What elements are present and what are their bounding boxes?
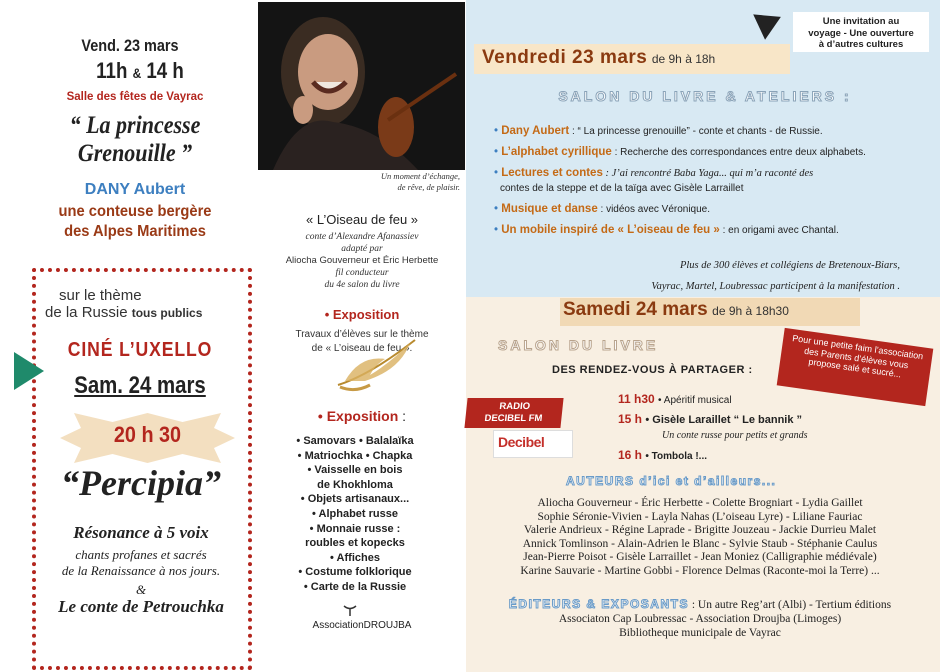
friday-hours: de 9h à 18h — [651, 52, 716, 66]
artist-desc — [25, 202, 246, 242]
decibel-logo — [493, 430, 573, 458]
expo2-item: • Matriochka • Chapka — [297, 449, 413, 462]
expo2-item: • Affiches — [330, 551, 380, 564]
expo1-line: Travaux d’élèves sur le thème — [295, 329, 429, 340]
radio-line-1: RADIO — [498, 401, 531, 412]
invitation-box — [793, 12, 929, 52]
salon2-title: SALON DU LIVRE — [498, 337, 659, 353]
association — [262, 620, 462, 631]
invitation-line: voyage - Une ouverture — [808, 27, 914, 39]
expo2-colon: : — [402, 408, 407, 424]
concert-desc-1: chants profanes et sacrés — [75, 547, 207, 562]
firebird-line: adapté par — [341, 244, 383, 254]
invitation-line: à d’autres cultures — [818, 39, 904, 50]
authors-title: AUTEURS d’ici et d’ailleurs... — [566, 474, 777, 488]
artist-name: DANY Aubert — [84, 181, 186, 198]
hours-1: 11h — [96, 58, 128, 83]
students-line: Vayrac, Martel, Loubressac participent à la manifestation . — [651, 281, 900, 292]
expo2-item: • Vaisselle en bois — [307, 464, 403, 477]
droujba-logo-icon — [343, 603, 357, 617]
firebird-title: « L’Oiseau de feu » — [305, 212, 419, 227]
expo2-list — [265, 434, 445, 595]
friday-item-text: contes de la steppe et de la taïga avec Gisèle Larraillet — [500, 183, 744, 194]
hours-line — [55, 58, 225, 84]
radio-line-2: DECIBEL FM — [483, 413, 543, 424]
caption-1: Un moment d’échange, — [380, 171, 460, 181]
tale-title: Le conte de Petrouchka — [58, 597, 224, 616]
storyteller-photo — [258, 2, 465, 170]
friday-item-text: : J’ai rencontré Baba Yaga... qui m’a raconté des — [602, 168, 814, 179]
publishers-heading — [480, 597, 920, 613]
invitation-line: Une invitation au — [822, 16, 900, 27]
friday-item-text: : Recherche des correspondances entre deux alphabets. — [611, 147, 866, 158]
schedule-event: • Apéritif musical — [658, 395, 732, 406]
concert-amp: & — [135, 582, 147, 597]
show-title-2: Grenouille ” — [77, 140, 193, 167]
publishers-title: ÉDITEURS & EXPOSANTS — [508, 597, 689, 611]
friday-item-label: Dany Aubert — [501, 125, 570, 137]
schedule-event: • Tombola !... — [645, 451, 708, 462]
rdv-title: DES RENDEZ-VOUS À PARTAGER : — [552, 364, 753, 376]
publishers-line: : Un autre Reg’art (Albi) - Tertium éditions — [688, 599, 892, 611]
authors-list — [490, 497, 910, 579]
artist-desc-1: une conteuse bergère — [58, 203, 212, 220]
association-2: DROUJBA — [363, 620, 412, 631]
date-line: Vend. 23 mars — [81, 36, 179, 55]
friday-item-label: Un mobile inspiré de « L’oiseau de feu » — [501, 224, 720, 236]
publishers-line: Associaton Cap Loubressac - Association Droujba (Limoges) — [558, 613, 842, 625]
caption-2: de rêve, de plaisir. — [397, 182, 460, 192]
schedule — [618, 390, 898, 466]
friday-item-text: : vidéos avec Véronique. — [597, 204, 711, 215]
venue: Salle des fêtes de Vayrac — [66, 91, 204, 103]
association-1: Association — [312, 620, 364, 631]
friday-list: • Dany Aubert : “ La princesse grenouille” - conte et chants - de Russie. • L’alphabet cyrillique : Recherche des correspondances entre deux alphabets. • Lectures et contes : J’ai rencontré Baba Yaga... qui m’a raconté des contes de la steppe et de la taïga avec Gisèle Larraillet • Musique et danse : vidéos avec Véronique. • Un mobile inspiré de « L’oiseau de feu » : en origami avec Chantal. — [494, 124, 934, 238]
cinema-date: Sam. 24 mars — [74, 372, 206, 399]
saturday-title: Samedi 24 mars — [563, 299, 708, 320]
schedule-time: 16 h — [618, 448, 643, 462]
friday-item-label: Musique et danse — [501, 203, 598, 215]
expo2-item: • Carte de la Russie — [303, 580, 407, 593]
cinema-name: CINÉ L’UXELLO — [67, 339, 213, 361]
expo2-item: de Khokhloma — [317, 478, 393, 491]
publishers-more — [480, 613, 920, 640]
feather-icon — [330, 335, 420, 395]
food-badge: Pour une petite faim l’association des Parents d’élèves vous propose salé et sucré... — [777, 328, 934, 406]
author-line: Jean-Pierre Poisot - Gisèle Larraillet - Jean Moniez (Calligraphie médiévale) — [523, 551, 877, 564]
theme-1: sur le thème — [59, 287, 142, 304]
author-line: Valerie Andrieux - Régine Laprade - Brigitte Jouzeau - Jackie Durrieu Malet — [523, 524, 877, 537]
saturday-heading — [563, 299, 893, 321]
radio-banner — [464, 398, 563, 428]
concert-title: “Percipia” — [61, 463, 221, 503]
firebird-line: conte d’Alexandre Afanassiev — [305, 232, 419, 242]
schedule-event: Un conte russe pour petits et grands — [662, 430, 808, 441]
saturday-hours: de 9h à 18h30 — [712, 304, 789, 318]
author-line: Annick Tomlinson - Alain-Adrien le Blanc - Sylvie Staub - Stéphanie Caulus — [522, 537, 878, 550]
expo2-title-text: Exposition — [326, 408, 399, 424]
firebird-line: du 4e salon du livre — [324, 280, 400, 290]
expo2-item: • Costume folklorique — [298, 566, 412, 579]
theme-block — [45, 287, 245, 322]
firebird-line: Aliocha Gouverneur et Éric Herbette — [285, 255, 439, 266]
cinema-time: 20 h 30 — [113, 422, 182, 447]
hours-2: 14 h — [146, 58, 184, 83]
photo-caption — [300, 171, 460, 193]
friday-heading — [482, 47, 792, 69]
friday-item-label: L’alphabet cyrillique — [501, 146, 612, 158]
expo1-line: de « L’oiseau de feu ». — [311, 343, 413, 354]
expo1-title-text: Exposition — [332, 307, 400, 322]
salon-title: SALON DU LIVRE & ATELIERS : — [558, 88, 852, 104]
schedule-time: 15 h — [618, 412, 643, 426]
firebird-credits — [262, 231, 462, 291]
decibel-logo-text: Decibel — [498, 434, 545, 450]
expo1-title: • Exposition — [324, 307, 400, 322]
author-line: Sophie Séronie-Vivien - Layla Nahas (L’oiseau Lyre) - Liliane Fauriac — [537, 510, 863, 523]
schedule-time: 11 h30 — [618, 392, 655, 406]
hours-amp: & — [132, 65, 142, 81]
expo2-title: • Exposition : — [317, 408, 407, 424]
friday-title: Vendredi 23 mars — [482, 47, 648, 68]
theme-3: tous publics — [131, 306, 203, 320]
left-column — [0, 0, 258, 672]
firebird-line: fil conducteur — [335, 268, 389, 278]
expo2-item: • Alphabet russe — [312, 507, 398, 520]
author-line: Karine Sauvarie - Martine Gobbi - Florence Delmas (Raconte-moi la Terre) ... — [520, 564, 880, 577]
students-line: Plus de 300 élèves et collégiens de Bretenoux-Biars, — [679, 260, 900, 271]
students-note — [520, 255, 900, 297]
expo2-item: roubles et kopecks — [305, 537, 405, 550]
concert-desc — [36, 547, 246, 579]
schedule-event: • Gisèle Laraillet “ Le bannik ” — [645, 414, 803, 426]
expo2-item: • Samovars • Balalaïka — [296, 435, 414, 447]
show-title — [29, 112, 240, 168]
publishers-line: Bibliotheque municipale de Vayrac — [619, 626, 781, 639]
arrow-right-icon — [14, 352, 44, 390]
expo2-item: • Objets artisanaux... — [300, 493, 410, 506]
theme-2: de la Russie — [45, 304, 128, 321]
expo2-item: • Monnaie russe : — [309, 522, 401, 535]
friday-item-text: : “ La princesse grenouille” - conte et chants - de Russie. — [569, 126, 823, 137]
concert-sub: Résonance à 5 voix — [73, 523, 209, 542]
show-title-1: “ La princesse — [69, 112, 201, 139]
friday-item-text: : en origami avec Chantal. — [719, 225, 839, 236]
friday-item-label: Lectures et contes — [501, 167, 603, 179]
concert-desc-2: de la Renaissance à nos jours. — [61, 563, 221, 578]
artist-desc-2: des Alpes Maritimes — [64, 223, 206, 240]
author-line: Aliocha Gouverneur - Éric Herbette - Colette Brogniart - Lydia Gaillet — [537, 497, 863, 509]
